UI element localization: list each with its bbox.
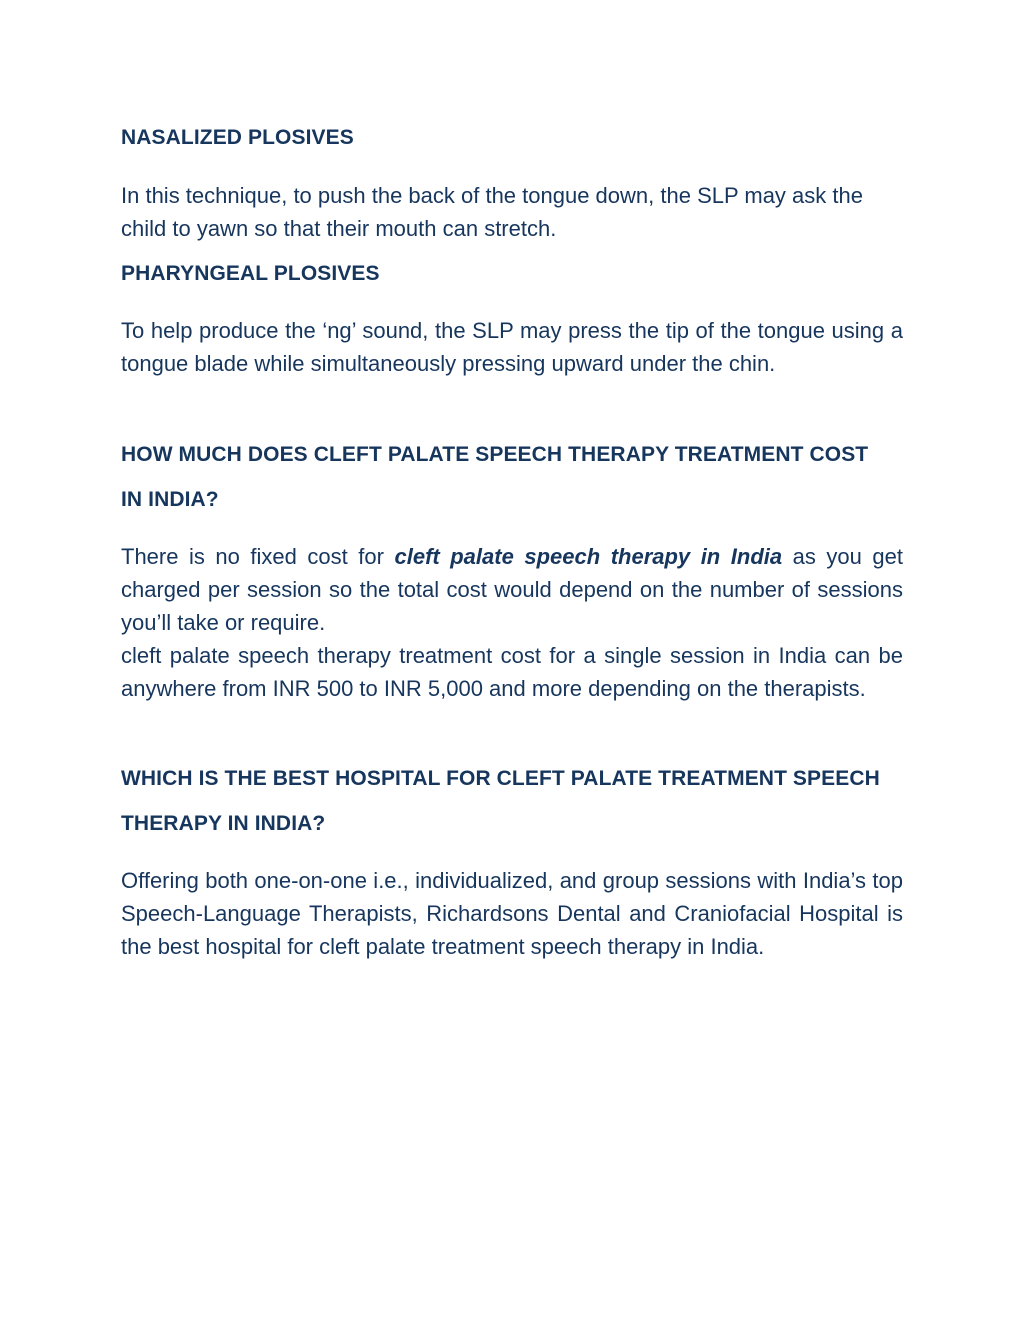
paragraph-cost-text-start: There is no fixed cost for xyxy=(121,544,395,569)
paragraph-best-hospital: Offering both one-on-one i.e., individualized, and group sessions with India’s top Speech-Language Therapists, Richardsons Dental and Craniofacial Hospital is the best hospital for cleft palate treatment speech therapy in India. xyxy=(121,868,903,959)
paragraph-cost-range: cleft palate speech therapy treatment cost for a single session in India can be anywhere from INR 500 to INR 5,000 and more depending on the therapists. xyxy=(121,643,903,701)
heading-cost-line-1: HOW MUCH DOES CLEFT PALATE SPEECH THERAPY TREATMENT COST xyxy=(121,443,869,466)
paragraph-pharyngeal-plosives: To help produce the ‘ng’ sound, the SLP may press the tip of the tongue using a tongue blade while simultaneously pressing upward under the chin. xyxy=(121,318,903,376)
paragraph-cost xyxy=(121,540,903,639)
heading-best-hospital-line-1: WHICH IS THE BEST HOSPITAL FOR CLEFT PALATE TREATMENT SPEECH xyxy=(121,767,880,790)
heading-pharyngeal-plosives: PHARYNGEAL PLOSIVES xyxy=(121,262,380,285)
heading-best-hospital-line-2: THERAPY IN INDIA? xyxy=(121,812,326,835)
heading-cost-line-2: IN INDIA? xyxy=(121,488,219,511)
emphasis-cleft-palate-speech-therapy: cleft palate speech therapy in India xyxy=(394,544,783,569)
paragraph-nasalized-plosives: In this technique, to push the back of the tongue down, the SLP may ask the child to yawn so that their mouth can stretch. xyxy=(121,183,863,241)
heading-nasalized-plosives: NASALIZED PLOSIVES xyxy=(121,126,354,149)
paragraph-cost-text-end: as you get charged per session so the total cost would depend on the number of sessions you’ll take or require. xyxy=(121,544,903,635)
